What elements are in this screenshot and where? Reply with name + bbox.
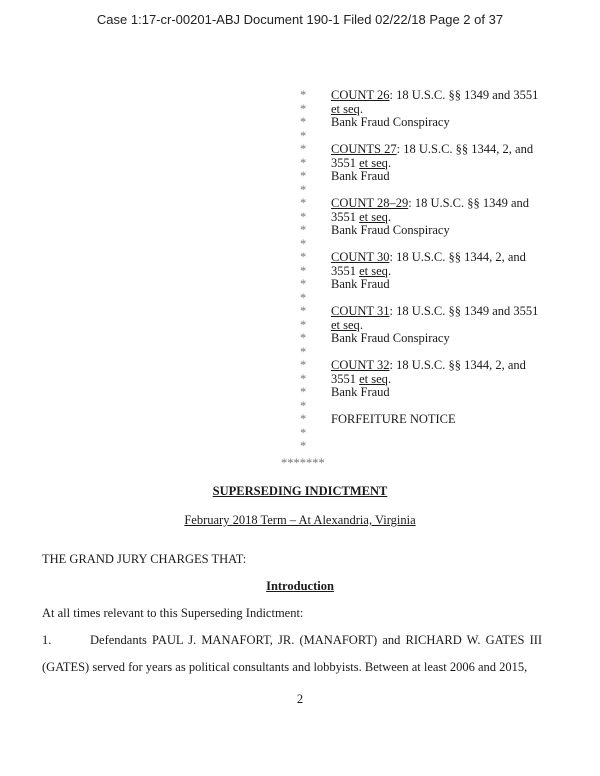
- text-segment: : 18 U.S.C. §§ 1349 and: [408, 196, 530, 210]
- toc-text: [331, 102, 363, 116]
- toc-text: [331, 250, 526, 264]
- term-line: February 2018 Term – At Alexandria, Virginia: [184, 513, 416, 527]
- bullet-star: *: [300, 371, 307, 386]
- bullet-star: *: [300, 169, 307, 183]
- text-segment: Bank Fraud Conspiracy: [331, 115, 450, 129]
- toc-text: [331, 331, 450, 345]
- charges-heading: THE GRAND JURY CHARGES THAT:: [42, 552, 247, 566]
- text-segment: Bank Fraud Conspiracy: [331, 331, 450, 345]
- toc-text: [331, 223, 450, 237]
- text-segment: 3551: [331, 263, 360, 278]
- bullet-star: *: [300, 385, 307, 399]
- text-segment: : 18 U.S.C. §§ 1349 and 3551: [389, 88, 539, 102]
- bullet-star: *: [300, 263, 307, 278]
- toc-text: [331, 277, 390, 291]
- section-heading: Introduction: [266, 579, 334, 593]
- text-segment: 3551: [331, 155, 360, 170]
- text-segment: .: [387, 263, 392, 278]
- text-segment: Bank Fraud Conspiracy: [331, 223, 450, 237]
- bullet-star: *: [300, 128, 307, 143]
- bullet-star: *: [300, 317, 307, 332]
- bullet-star: *: [300, 344, 307, 359]
- bullet-star: *: [300, 277, 307, 291]
- text-segment: .: [359, 317, 363, 332]
- text-segment: : 18 U.S.C. §§ 1349 and 3551: [389, 304, 539, 318]
- toc-text: [331, 169, 390, 183]
- toc-text: [331, 358, 526, 372]
- underlined-text: COUNT 31: [331, 304, 390, 318]
- text-segment: .: [387, 371, 392, 386]
- bullet-star: *: [300, 304, 307, 318]
- toc-text: [331, 385, 390, 399]
- bullet-star: *: [300, 290, 307, 305]
- bullet-star: *: [300, 115, 307, 129]
- paragraph-line: Defendants PAUL J. MANAFORT, JR. (MANAFORT) and RICHARD W. GATES III: [90, 633, 543, 647]
- underlined-text: et seq: [359, 371, 388, 386]
- underlined-text: et seq: [359, 155, 388, 170]
- bullet-star: *: [300, 439, 307, 453]
- underlined-text: COUNTS 27: [331, 142, 397, 156]
- toc-text: [331, 304, 538, 318]
- toc-text: [331, 318, 363, 332]
- underlined-text: COUNT 26: [331, 88, 390, 102]
- text-segment: : 18 U.S.C. §§ 1344, 2, and: [389, 250, 526, 264]
- intro-text: At all times relevant to this Superseding Indictment:: [42, 606, 304, 620]
- text-segment: Bank Fraud: [331, 169, 390, 183]
- toc-text: [331, 210, 391, 224]
- underlined-text: COUNT 30: [331, 250, 390, 264]
- toc-text: [331, 142, 533, 156]
- separator-stars: *******: [281, 456, 325, 470]
- bullet-star: *: [300, 236, 307, 251]
- text-segment: .: [359, 101, 363, 116]
- bullet-star: *: [300, 223, 307, 237]
- text-segment: : 18 U.S.C. §§ 1344, 2, and: [396, 142, 534, 156]
- bullet-star: *: [300, 209, 307, 224]
- text-segment: 3551: [331, 209, 360, 224]
- bullet-star: *: [300, 196, 307, 210]
- text-segment: Bank Fraud: [331, 385, 390, 399]
- bullet-star: *: [300, 358, 307, 372]
- bullet-star: *: [300, 398, 307, 413]
- bullet-star: *: [300, 88, 307, 102]
- bullet-star: *: [300, 331, 307, 345]
- bullet-star: *: [300, 425, 307, 440]
- text-segment: : 18 U.S.C. §§ 1344, 2, and: [389, 358, 526, 372]
- paragraph-number: 1.: [42, 633, 52, 647]
- toc-text: [331, 412, 456, 426]
- text-segment: FORFEITURE NOTICE: [331, 412, 456, 426]
- bullet-star: *: [300, 412, 307, 426]
- text-segment: Bank Fraud: [331, 277, 390, 291]
- underlined-text: et seq: [331, 101, 360, 116]
- toc-text: [331, 196, 529, 210]
- page-number: 2: [296, 692, 304, 706]
- toc-text: [331, 264, 391, 278]
- toc-text: [331, 372, 391, 386]
- bullet-star: *: [300, 250, 307, 264]
- underlined-text: et seq: [359, 209, 388, 224]
- document-title: SUPERSEDING INDICTMENT: [212, 484, 388, 498]
- toc-text: [331, 88, 538, 102]
- toc-text: [331, 115, 450, 129]
- text-segment: .: [387, 209, 392, 224]
- text-segment: 3551: [331, 371, 360, 386]
- underlined-text: et seq: [331, 317, 360, 332]
- underlined-text: et seq: [359, 263, 388, 278]
- underlined-text: COUNT 28–29: [331, 196, 409, 210]
- case-header: Case 1:17-cr-00201-ABJ Document 190-1 Filed 02/22/18 Page 2 of 37: [96, 12, 504, 27]
- bullet-star: *: [300, 155, 307, 170]
- toc-text: [331, 156, 391, 170]
- bullet-star: *: [300, 142, 307, 156]
- text-segment: .: [387, 155, 392, 170]
- bullet-star: *: [300, 101, 307, 116]
- underlined-text: COUNT 32: [331, 358, 390, 372]
- bullet-star: *: [300, 182, 307, 197]
- paragraph-line: (GATES) served for years as political consultants and lobbyists. Between at least 2006 and 2015,: [42, 660, 528, 674]
